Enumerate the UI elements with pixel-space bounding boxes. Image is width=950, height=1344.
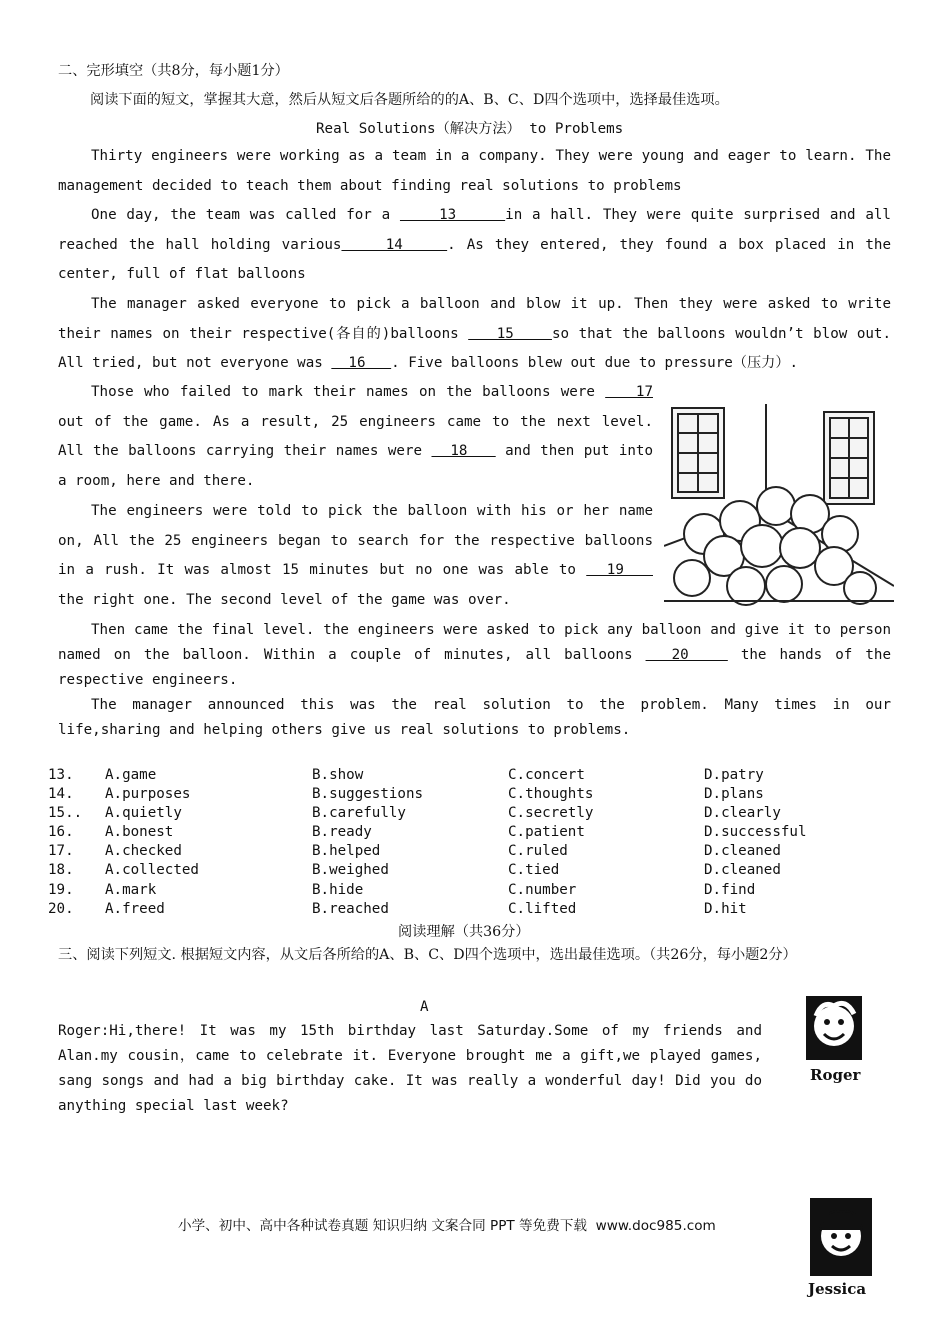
section2-heading: 二、完形填空（共8分，每小题1分）	[58, 63, 289, 79]
paragraph-4: Those who failed to mark their names on the balloons were 17 out of the game. As a result, 25 engineers came to the next level. All the balloons carrying their names were 18 and then put into a room, here and there.	[58, 384, 653, 490]
blank-15: 15	[468, 325, 552, 342]
blank-14: 14	[341, 236, 448, 253]
paragraph-3: The manager asked everyone to pick a balloon and blow it up. Then they were asked to write their names on their respective(各自的)balloons 15 so that the balloons wouldn’t blow out. All tried, but not everyone was 16 . Five balloons blew out due to pressure（压力）.	[58, 296, 892, 372]
exam-page: 二、完形填空（共8分，每小题1分） 阅读下面的短文，掌握其大意，然后从短文后各题所给的的A、B、C、D四个选项中，选择最佳选项。 Real Solutions（解决方法） to Problems Thirty engineers were working as a team in a company. They were young and eager to learn. The management decided to teach them about finding real solutions to problems One day, the team was called for a 13 in a hall. They were quite surprised and all reached the hall holding various 14 . As they entered, they found a box placed in the center, full of flat balloons The manager asked everyone to pick a balloon and blow it up. Then they were asked to write their names on their respective(各自的)balloons 15 so that the balloons wouldn’t blow out. All tried, but not everyone was 16 . Five balloons blew out due to pressure（压力）. Those who failed to mark their names on the balloons were 17 out of the game. As a result, 25 engineers came to the next level. All the balloons carrying their names were 18 and then put into a room, here and there. The engineers were told to pick the balloon with his or her name on, All the 25 engineers began to search for the respective balloons in a rush. It was almost 15 minutes but no one was able to 19 the right one. The second level of the game was over. Then came the final level. the engineers were asked to pick any balloon and give it to person named on the balloon. Within a couple of minutes, all balloons 20 the hands of the respective engineers. The manager announced this was the real solution to the problem. Many times in our life,sharing and helping others give us real solutions to problems. 13. A.game B.show C.concert D.patry 14. A.purposes B.suggestions C.thoughts D.plans 15.. A.quietly B.carefully C.secretly D.clearly 16. A.bonest B.ready C.patient D.successful 17. A.checked B.helped C.ruled D.cleaned 18. A.collected B.weighed C.tied D.cleaned 19. A.mark B.hide C.number D.find 20. A.freed B.reached C.lifted D.hit 阅读理解（共36分） 三、阅读下列短文. 根据短文内容，从文后各所给的A、B、C、D四个选项中，选出最佳选项。（共26分，每小题2分） A Roger:Hi,there! It was my 15th birthday last Saturday.Some of my friends and Alan.my cousin，came to celebrate it. Everyone brought me a gift,we played games, sang songs and had a big birthday cake. It was really a wonderful day! Did you do anything special last week? Roger 小学、初中、高中各种试卷真题 知识归纳 文案合同 PPT 等免费下载 www.doc985.com Jessica	[0, 0, 950, 1344]
paragraph-6: Then came the final level. the engineers were asked to pick any balloon and give it to person named on the balloon. Within a couple of minutes, all balloons 20 the hands of the respective engineers.	[58, 622, 891, 688]
blank-20: 20	[645, 647, 728, 663]
roger-paragraph: Roger:Hi,there! It was my 15th birthday last Saturday.Some of my friends and Alan.my cousin，came to celebrate it. Everyone brought me a gift,we played games, sang songs and had a big birthday cake. It was really a wonderful day! Did you do anything special last week?	[58, 1023, 762, 1114]
paragraph-7: The manager announced this was the real solution to the problem. Many times in our life,sharing and helping others give us real solutions to problems.	[58, 697, 891, 738]
paragraph-2: One day, the team was called for a 13 in a hall. They were quite surprised and all reached the hall holding various 14 . As they entered, they found a box placed in the center, full of flat balloons	[58, 207, 891, 283]
blank-16: 16	[331, 355, 392, 372]
jessica-avatar	[806, 1196, 880, 1306]
roger-avatar	[804, 994, 866, 1090]
jessica-face-icon	[806, 1196, 876, 1278]
footer-watermark: 小学、初中、高中各种试卷真题 知识归纳 文案合同 PPT 等免费下载 www.doc985.com	[178, 1218, 716, 1234]
blank-17: 17	[605, 384, 653, 400]
passage-title: Real Solutions（解决方法） to Problems	[316, 121, 624, 137]
roger-face-icon	[804, 994, 866, 1064]
blank-13: 13	[399, 207, 506, 223]
balloon-room-illustration	[664, 396, 894, 614]
section3-title: 阅读理解（共36分）	[398, 924, 530, 940]
section2-instruction: 阅读下面的短文，掌握其大意，然后从短文后各题所给的的A、B、C、D四个选项中，选择最佳选项。	[90, 92, 729, 108]
roger-caption: Roger	[810, 1066, 861, 1084]
blank-18: 18	[431, 443, 496, 460]
blank-19: 19	[586, 562, 653, 579]
paragraph-5: The engineers were told to pick the balloon with his or her name on, All the 25 engineers began to search for the respective balloons in a rush. It was almost 15 minutes but no one was able to 19 the right one. The second level of the game was over.	[58, 503, 653, 609]
jessica-caption: Jessica	[808, 1280, 867, 1298]
section3-instruction: 三、阅读下列短文. 根据短文内容，从文后各所给的A、B、C、D四个选项中，选出最佳选项。（共26分，每小题2分）	[58, 947, 797, 963]
passage-label: A	[420, 999, 429, 1015]
paragraph-1: Thirty engineers were working as a team in a company. They were young and eager to learn. The management decided to teach them about finding real solutions to problems	[58, 148, 891, 194]
